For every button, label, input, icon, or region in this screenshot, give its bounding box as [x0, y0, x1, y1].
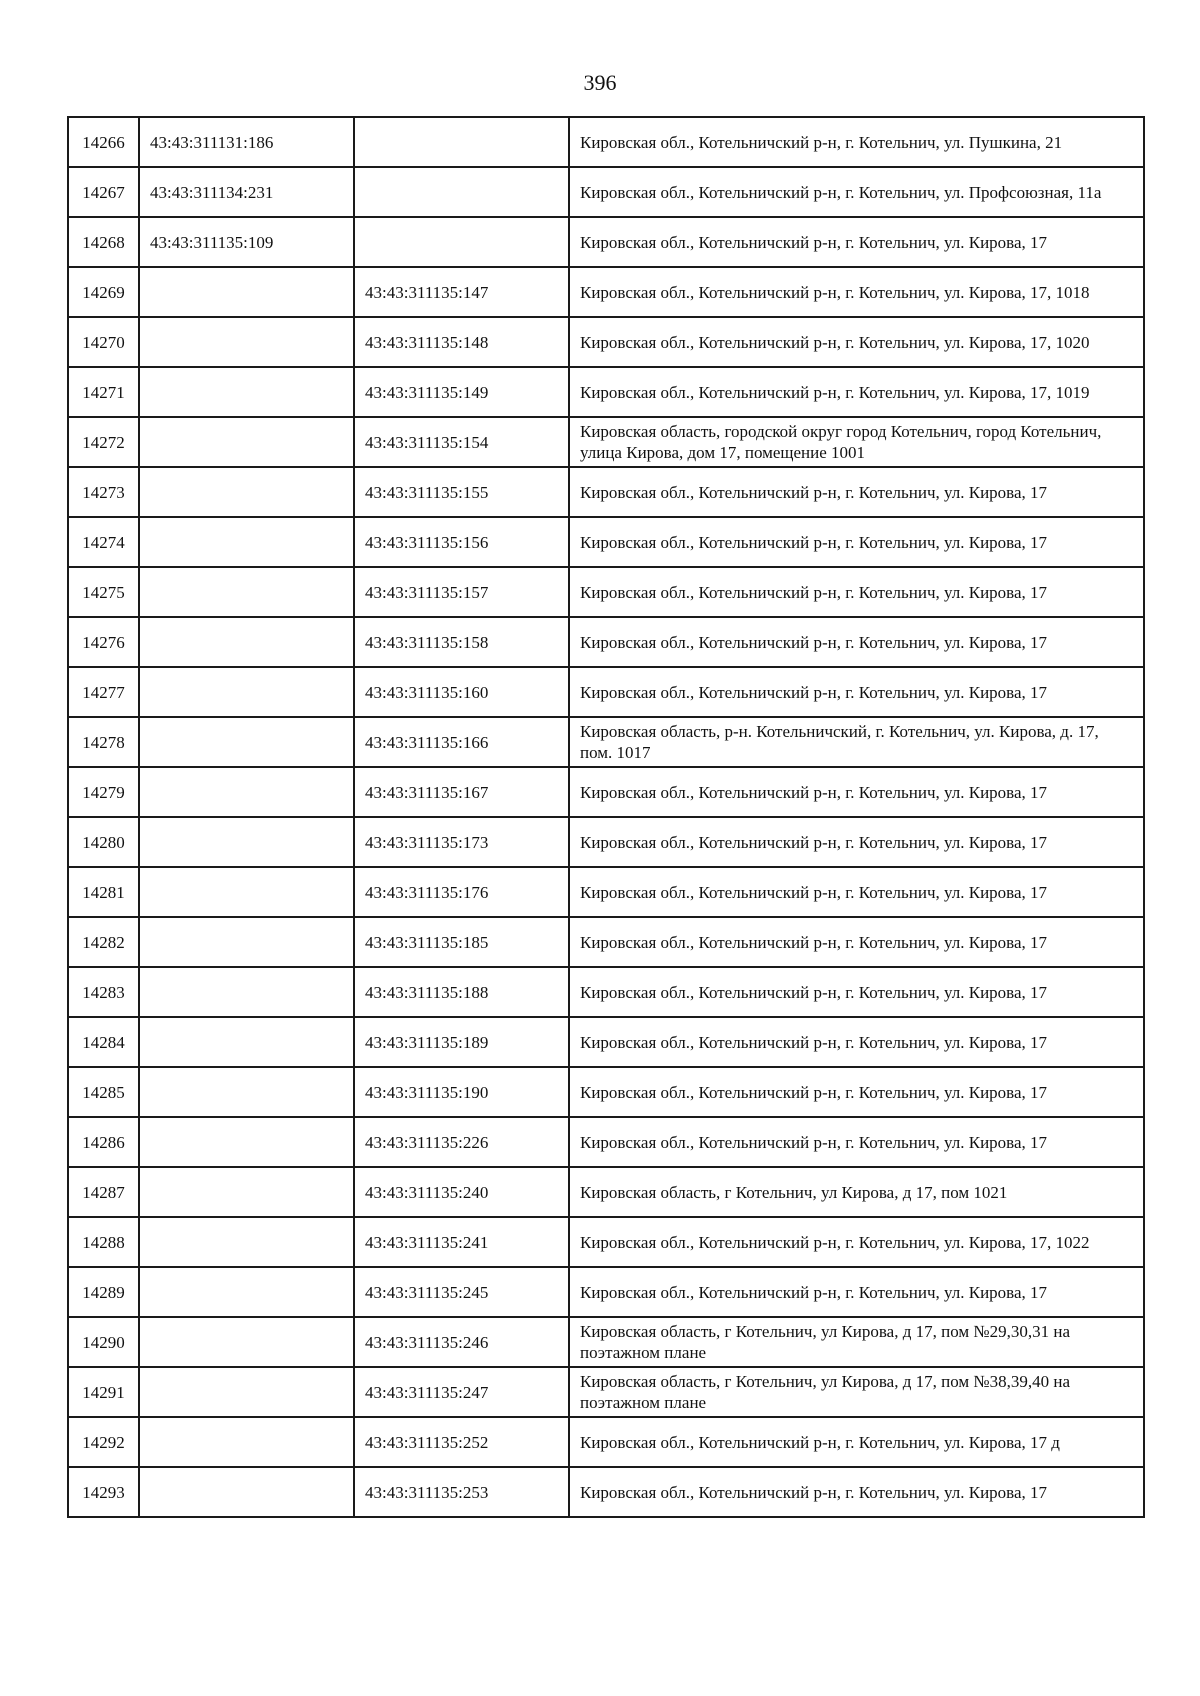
address-cell: Кировская обл., Котельничский р-н, г. Котельнич, ул. Кирова, 17: [569, 667, 1144, 717]
row-number-cell: 14290: [68, 1317, 139, 1367]
row-number-cell: 14282: [68, 917, 139, 967]
address-cell: Кировская область, г Котельнич, ул Кирова, д 17, пом 1021: [569, 1167, 1144, 1217]
row-number-cell: 14286: [68, 1117, 139, 1167]
object-cadastral-number-cell: 43:43:311135:241: [354, 1217, 569, 1267]
row-number-cell: 14277: [68, 667, 139, 717]
address-cell: Кировская обл., Котельничский р-н, г. Котельнич, ул. Кирова, 17: [569, 817, 1144, 867]
land-cadastral-number-cell: [139, 367, 354, 417]
address-cell: Кировская область, г Котельнич, ул Кирова, д 17, пом №38,39,40 на поэтажном плане: [569, 1367, 1144, 1417]
row-number-cell: 14280: [68, 817, 139, 867]
object-cadastral-number-cell: 43:43:311135:176: [354, 867, 569, 917]
address-cell: Кировская обл., Котельничский р-н, г. Котельнич, ул. Пушкина, 21: [569, 117, 1144, 167]
table-row: [68, 267, 1144, 317]
address-cell: Кировская обл., Котельничский р-н, г. Котельнич, ул. Профсоюзная, 11а: [569, 167, 1144, 217]
object-cadastral-number-cell: 43:43:311135:166: [354, 717, 569, 767]
land-cadastral-number-cell: [139, 617, 354, 667]
table-row: [68, 467, 1144, 517]
row-number-cell: 14271: [68, 367, 139, 417]
land-cadastral-number-cell: 43:43:311131:186: [139, 117, 354, 167]
table-row: [68, 1067, 1144, 1117]
address-cell: Кировская обл., Котельничский р-н, г. Котельнич, ул. Кирова, 17: [569, 767, 1144, 817]
land-cadastral-number-cell: [139, 1217, 354, 1267]
row-number-cell: 14293: [68, 1467, 139, 1517]
land-cadastral-number-cell: [139, 1117, 354, 1167]
table-row: [68, 167, 1144, 217]
address-cell: Кировская обл., Котельничский р-н, г. Котельнич, ул. Кирова, 17: [569, 917, 1144, 967]
object-cadastral-number-cell: 43:43:311135:155: [354, 467, 569, 517]
address-cell: Кировская обл., Котельничский р-н, г. Котельнич, ул. Кирова, 17: [569, 967, 1144, 1017]
land-cadastral-number-cell: [139, 467, 354, 517]
object-cadastral-number-cell: 43:43:311135:148: [354, 317, 569, 367]
land-cadastral-number-cell: [139, 817, 354, 867]
row-number-cell: 14267: [68, 167, 139, 217]
address-cell: Кировская обл., Котельничский р-н, г. Котельнич, ул. Кирова, 17, 1020: [569, 317, 1144, 367]
table-row: [68, 817, 1144, 867]
registry-body: [68, 117, 1144, 1517]
object-cadastral-number-cell: [354, 217, 569, 267]
object-cadastral-number-cell: 43:43:311135:253: [354, 1467, 569, 1517]
address-cell: Кировская обл., Котельничский р-н, г. Котельнич, ул. Кирова, 17: [569, 1467, 1144, 1517]
land-cadastral-number-cell: [139, 267, 354, 317]
address-cell: Кировская обл., Котельничский р-н, г. Котельнич, ул. Кирова, 17: [569, 1267, 1144, 1317]
land-cadastral-number-cell: [139, 667, 354, 717]
table-row: [68, 917, 1144, 967]
row-number-cell: 14274: [68, 517, 139, 567]
object-cadastral-number-cell: 43:43:311135:247: [354, 1367, 569, 1417]
address-cell: Кировская обл., Котельничский р-н, г. Котельнич, ул. Кирова, 17: [569, 467, 1144, 517]
land-cadastral-number-cell: [139, 717, 354, 767]
address-cell: Кировская обл., Котельничский р-н, г. Котельнич, ул. Кирова, 17: [569, 1067, 1144, 1117]
land-cadastral-number-cell: [139, 1467, 354, 1517]
row-number-cell: 14266: [68, 117, 139, 167]
object-cadastral-number-cell: 43:43:311135:173: [354, 817, 569, 867]
land-cadastral-number-cell: [139, 417, 354, 467]
object-cadastral-number-cell: 43:43:311135:185: [354, 917, 569, 967]
table-row: [68, 1117, 1144, 1167]
address-cell: Кировская обл., Котельничский р-н, г. Котельнич, ул. Кирова, 17: [569, 617, 1144, 667]
table-row: [68, 717, 1144, 767]
land-cadastral-number-cell: [139, 1317, 354, 1367]
row-number-cell: 14289: [68, 1267, 139, 1317]
row-number-cell: 14276: [68, 617, 139, 667]
address-cell: Кировская обл., Котельничский р-н, г. Котельнич, ул. Кирова, 17: [569, 1017, 1144, 1067]
row-number-cell: 14279: [68, 767, 139, 817]
object-cadastral-number-cell: 43:43:311135:156: [354, 517, 569, 567]
row-number-cell: 14291: [68, 1367, 139, 1417]
row-number-cell: 14288: [68, 1217, 139, 1267]
address-cell: Кировская область, г Котельнич, ул Кирова, д 17, пом №29,30,31 на поэтажном плане: [569, 1317, 1144, 1367]
address-cell: Кировская область, городской округ город Котельнич, город Котельнич, улица Кирова, дом 17, помещение 1001: [569, 417, 1144, 467]
row-number-cell: 14284: [68, 1017, 139, 1067]
row-number-cell: 14287: [68, 1167, 139, 1217]
row-number-cell: 14272: [68, 417, 139, 467]
land-cadastral-number-cell: [139, 1017, 354, 1067]
land-cadastral-number-cell: [139, 917, 354, 967]
address-cell: Кировская обл., Котельничский р-н, г. Котельнич, ул. Кирова, 17: [569, 567, 1144, 617]
object-cadastral-number-cell: 43:43:311135:149: [354, 367, 569, 417]
table-row: [68, 217, 1144, 267]
land-cadastral-number-cell: 43:43:311135:109: [139, 217, 354, 267]
table-row: [68, 517, 1144, 567]
object-cadastral-number-cell: 43:43:311135:167: [354, 767, 569, 817]
object-cadastral-number-cell: 43:43:311135:157: [354, 567, 569, 617]
land-cadastral-number-cell: [139, 967, 354, 1017]
object-cadastral-number-cell: 43:43:311135:252: [354, 1417, 569, 1467]
table-row: [68, 667, 1144, 717]
row-number-cell: 14269: [68, 267, 139, 317]
land-cadastral-number-cell: [139, 517, 354, 567]
object-cadastral-number-cell: 43:43:311135:226: [354, 1117, 569, 1167]
table-row: [68, 1217, 1144, 1267]
object-cadastral-number-cell: [354, 167, 569, 217]
object-cadastral-number-cell: 43:43:311135:190: [354, 1067, 569, 1117]
row-number-cell: 14285: [68, 1067, 139, 1117]
table-row: [68, 417, 1144, 467]
address-cell: Кировская обл., Котельничский р-н, г. Котельнич, ул. Кирова, 17: [569, 517, 1144, 567]
table-row: [68, 1317, 1144, 1367]
land-cadastral-number-cell: [139, 1267, 354, 1317]
row-number-cell: 14275: [68, 567, 139, 617]
page-number: 396: [583, 70, 617, 95]
address-cell: Кировская обл., Котельничский р-н, г. Котельнич, ул. Кирова, 17, 1018: [569, 267, 1144, 317]
table-row: [68, 1017, 1144, 1067]
land-cadastral-number-cell: [139, 1367, 354, 1417]
table-row: [68, 767, 1144, 817]
table-row: [68, 567, 1144, 617]
row-number-cell: 14292: [68, 1417, 139, 1467]
land-cadastral-number-cell: [139, 1067, 354, 1117]
address-cell: Кировская область, р-н. Котельничский, г. Котельнич, ул. Кирова, д. 17, пом. 1017: [569, 717, 1144, 767]
address-cell: Кировская обл., Котельничский р-н, г. Котельнич, ул. Кирова, 17: [569, 217, 1144, 267]
land-cadastral-number-cell: [139, 1417, 354, 1467]
address-cell: Кировская обл., Котельничский р-н, г. Котельнич, ул. Кирова, 17: [569, 867, 1144, 917]
registry-table: [67, 116, 1145, 1518]
table-row: [68, 1267, 1144, 1317]
address-cell: Кировская обл., Котельничский р-н, г. Котельнич, ул. Кирова, 17, 1019: [569, 367, 1144, 417]
land-cadastral-number-cell: [139, 867, 354, 917]
object-cadastral-number-cell: [354, 117, 569, 167]
row-number-cell: 14268: [68, 217, 139, 267]
row-number-cell: 14283: [68, 967, 139, 1017]
object-cadastral-number-cell: 43:43:311135:189: [354, 1017, 569, 1067]
table-row: [68, 1467, 1144, 1517]
land-cadastral-number-cell: [139, 767, 354, 817]
table-row: [68, 967, 1144, 1017]
table-row: [68, 1417, 1144, 1467]
table-row: [68, 367, 1144, 417]
object-cadastral-number-cell: 43:43:311135:240: [354, 1167, 569, 1217]
land-cadastral-number-cell: [139, 567, 354, 617]
table-row: [68, 317, 1144, 367]
land-cadastral-number-cell: 43:43:311134:231: [139, 167, 354, 217]
address-cell: Кировская обл., Котельничский р-н, г. Котельнич, ул. Кирова, 17: [569, 1117, 1144, 1167]
object-cadastral-number-cell: 43:43:311135:188: [354, 967, 569, 1017]
table-row: [68, 867, 1144, 917]
row-number-cell: 14278: [68, 717, 139, 767]
row-number-cell: 14270: [68, 317, 139, 367]
table-row: [68, 117, 1144, 167]
object-cadastral-number-cell: 43:43:311135:160: [354, 667, 569, 717]
address-cell: Кировская обл., Котельничский р-н, г. Котельнич, ул. Кирова, 17, 1022: [569, 1217, 1144, 1267]
object-cadastral-number-cell: 43:43:311135:158: [354, 617, 569, 667]
object-cadastral-number-cell: 43:43:311135:245: [354, 1267, 569, 1317]
object-cadastral-number-cell: 43:43:311135:154: [354, 417, 569, 467]
row-number-cell: 14273: [68, 467, 139, 517]
table-row: [68, 1167, 1144, 1217]
table-row: [68, 617, 1144, 667]
table-row: [68, 1367, 1144, 1417]
land-cadastral-number-cell: [139, 1167, 354, 1217]
address-cell: Кировская обл., Котельничский р-н, г. Котельнич, ул. Кирова, 17 д: [569, 1417, 1144, 1467]
object-cadastral-number-cell: 43:43:311135:147: [354, 267, 569, 317]
row-number-cell: 14281: [68, 867, 139, 917]
object-cadastral-number-cell: 43:43:311135:246: [354, 1317, 569, 1367]
land-cadastral-number-cell: [139, 317, 354, 367]
